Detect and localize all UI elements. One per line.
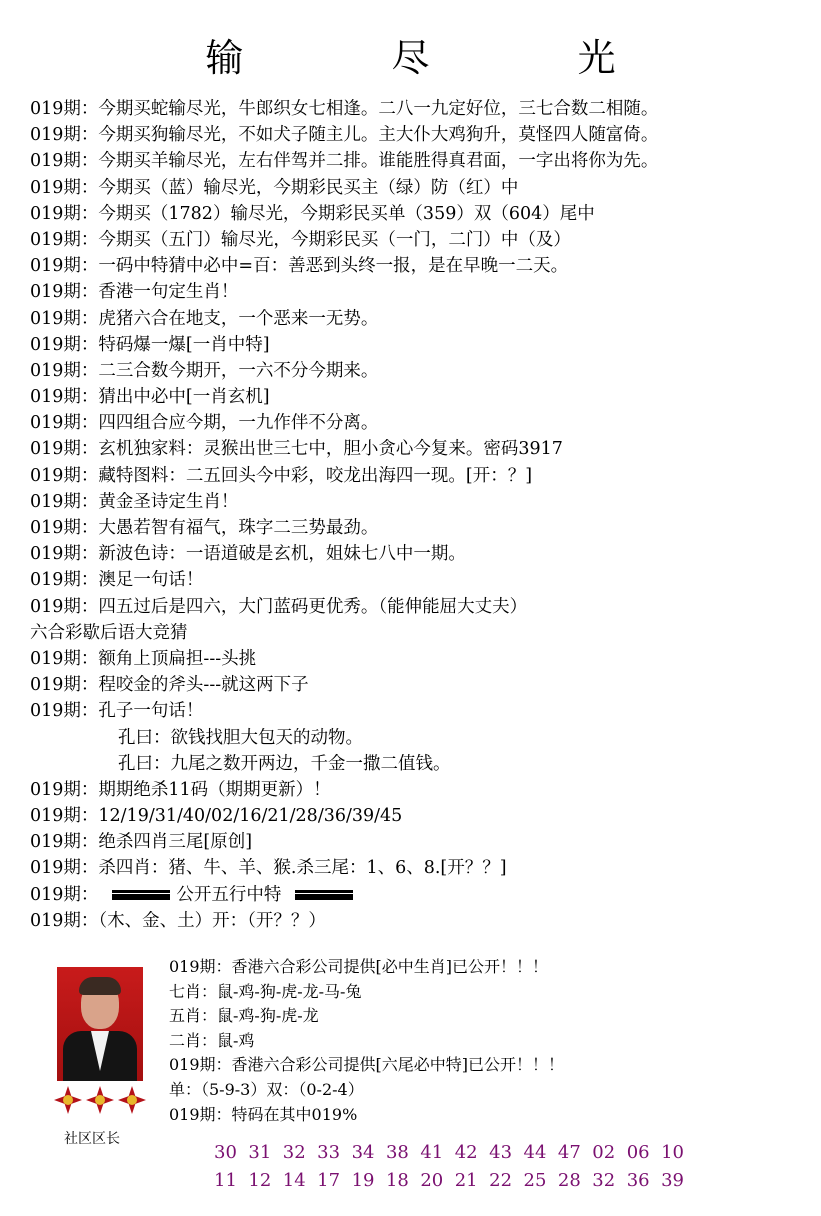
- number-cell: 11: [214, 1170, 237, 1191]
- number-cell: 17: [317, 1170, 341, 1191]
- line: 019期：绝杀四肖三尾[原创]: [30, 832, 253, 853]
- line: 019期：香港一句定生肖！: [30, 282, 239, 303]
- info-line: 019期：特码在其中019%: [169, 1104, 358, 1124]
- number-cell: 28: [557, 1170, 581, 1191]
- info-line: 019期：香港六合彩公司提供[必中生肖]已公开！！！: [169, 957, 549, 976]
- info-line: 单：（5-9-3）双：（0-2-4）: [169, 1079, 364, 1099]
- line: 019期：孔子一句话！: [30, 701, 204, 722]
- portrait-caption: 社区区长: [64, 1131, 120, 1147]
- medals: [54, 1086, 150, 1124]
- number-cell: 42: [454, 1142, 478, 1163]
- wuxing-text: 公开五行中特: [176, 884, 282, 905]
- line: 019期：（木、金、土）开：（开？？）: [30, 910, 326, 931]
- number-cell: 32: [592, 1170, 616, 1191]
- number-cell: 31: [248, 1142, 272, 1163]
- trigram-icon: [295, 889, 353, 901]
- number-cell: 32: [282, 1142, 306, 1163]
- info-line: 七肖：鼠-鸡-狗-虎-龙-马-兔: [169, 981, 362, 1001]
- line: 019期：藏特图料：二五回头今中彩，咬龙出海四一现。[开：？]: [30, 465, 533, 486]
- line: 019期：特码爆一爆[一肖中特]: [30, 334, 270, 355]
- line: 019期：程咬金的斧头---就这两下子: [30, 675, 309, 696]
- info-block: [169, 955, 809, 1127]
- number-cell: 14: [282, 1170, 306, 1191]
- line: 019期：新波色诗：一语道破是玄机，姐妹七八中一期。: [30, 544, 466, 565]
- number-cell: 19: [351, 1170, 375, 1191]
- line: 019期：玄机独家料：灵猴出世三七中，胆小贪心今复来。密码3917: [30, 439, 563, 460]
- number-cell: 02: [592, 1142, 616, 1163]
- number-cell: 44: [523, 1142, 547, 1163]
- number-cell: 47: [557, 1142, 581, 1163]
- number-cell: 06: [626, 1142, 650, 1163]
- number-cell: 39: [661, 1170, 684, 1191]
- number-cell: 21: [454, 1170, 478, 1191]
- info-line: 019期：香港六合彩公司提供[六尾必中特]已公开！！！: [169, 1055, 565, 1075]
- kong-line: 孔曰：九尾之数开两边，千金一撒二值钱。: [118, 753, 451, 774]
- line: 019期：今期买（1782）输尽光，今期彩民买单（359）双（604）尾中: [30, 203, 595, 224]
- number-cell: 22: [489, 1170, 513, 1191]
- number-cell: 30: [214, 1142, 237, 1163]
- line: 019期：12/19/31/40/02/16/21/28/36/39/45: [30, 806, 403, 827]
- wuxing-line: [30, 882, 820, 908]
- line: 019期：虎猪六合在地支，一个恶来一无势。: [30, 308, 379, 329]
- page-title: 输 尽 光: [205, 36, 684, 80]
- line: 019期：四五过后是四六，大门蓝码更优秀。（能伸能屈大丈夫）: [30, 596, 528, 617]
- number-cell: 36: [626, 1170, 650, 1191]
- number-row: [214, 1167, 814, 1195]
- number-cell: 43: [489, 1142, 513, 1163]
- trigram-icon: [112, 889, 170, 901]
- number-cell: 25: [523, 1170, 547, 1191]
- bottom-section: [0, 950, 821, 1216]
- line: 019期：额角上顶扁担---头挑: [30, 648, 257, 669]
- line: 019期：四四组合应今期，一九作伴不分离。: [30, 413, 379, 434]
- line: 019期：二三合数今期开，一六不分今期来。: [30, 360, 379, 381]
- line: 019期：今期买（蓝）输尽光，今期彩民买主（绿）防（红）中: [30, 177, 519, 198]
- number-cell: 10: [661, 1142, 684, 1163]
- number-grid: [214, 1139, 814, 1195]
- line: 019期：今期买狗输尽光，不如犬子随主儿。主大仆大鸡狗升，莫怪四人随富倚。: [30, 125, 659, 146]
- number-cell: 12: [248, 1170, 272, 1191]
- number-row: [214, 1139, 814, 1167]
- prediction-lines: [30, 96, 820, 934]
- line: 019期：一码中特猜中必中=百：善恶到头终一报，是在早晚一二天。: [30, 256, 569, 277]
- number-cell: 41: [420, 1142, 444, 1163]
- medal-icon: [118, 1086, 146, 1114]
- section-heading: 六合彩歇后语大竞猜: [30, 622, 188, 643]
- line: 019期：澳足一句话！: [30, 570, 204, 591]
- number-cell: 20: [420, 1170, 444, 1191]
- line: 019期：今期买羊输尽光，左右伴驾并二排。谁能胜得真君面，一字出将你为先。: [30, 151, 659, 172]
- number-cell: 33: [317, 1142, 341, 1163]
- line: 019期：今期买蛇输尽光，牛郎织女七相逢。二八一九定好位，三七合数二相随。: [30, 99, 659, 119]
- line: 019期：猜出中必中[一肖玄机]: [30, 387, 270, 408]
- line: 019期：今期买（五门）输尽光，今期彩民买（一门，二门）中（及）: [30, 229, 571, 250]
- info-line: 五肖：鼠-鸡-狗-虎-龙: [169, 1006, 319, 1026]
- kong-line: 孔曰：欲钱找胆大包天的动物。: [118, 727, 363, 748]
- number-cell: 38: [385, 1142, 409, 1163]
- line: 019期：大愚若智有福气，珠字二三势最劲。: [30, 518, 379, 538]
- medal-icon: [86, 1086, 114, 1114]
- line: 019期：杀四肖：猪、牛、羊、猴.杀三尾：1、6、8.[开？？]: [30, 858, 507, 879]
- info-line: 二肖：鼠-鸡: [169, 1030, 255, 1050]
- number-cell: 34: [351, 1142, 375, 1163]
- line: 019期：期期绝杀11码（期期更新）！: [30, 779, 331, 800]
- portrait-photo: [57, 967, 143, 1081]
- number-cell: 18: [385, 1170, 409, 1191]
- medal-icon: [54, 1086, 82, 1114]
- line: 019期：黄金圣诗定生肖！: [30, 491, 239, 512]
- wuxing-prefix: 019期：: [30, 884, 99, 905]
